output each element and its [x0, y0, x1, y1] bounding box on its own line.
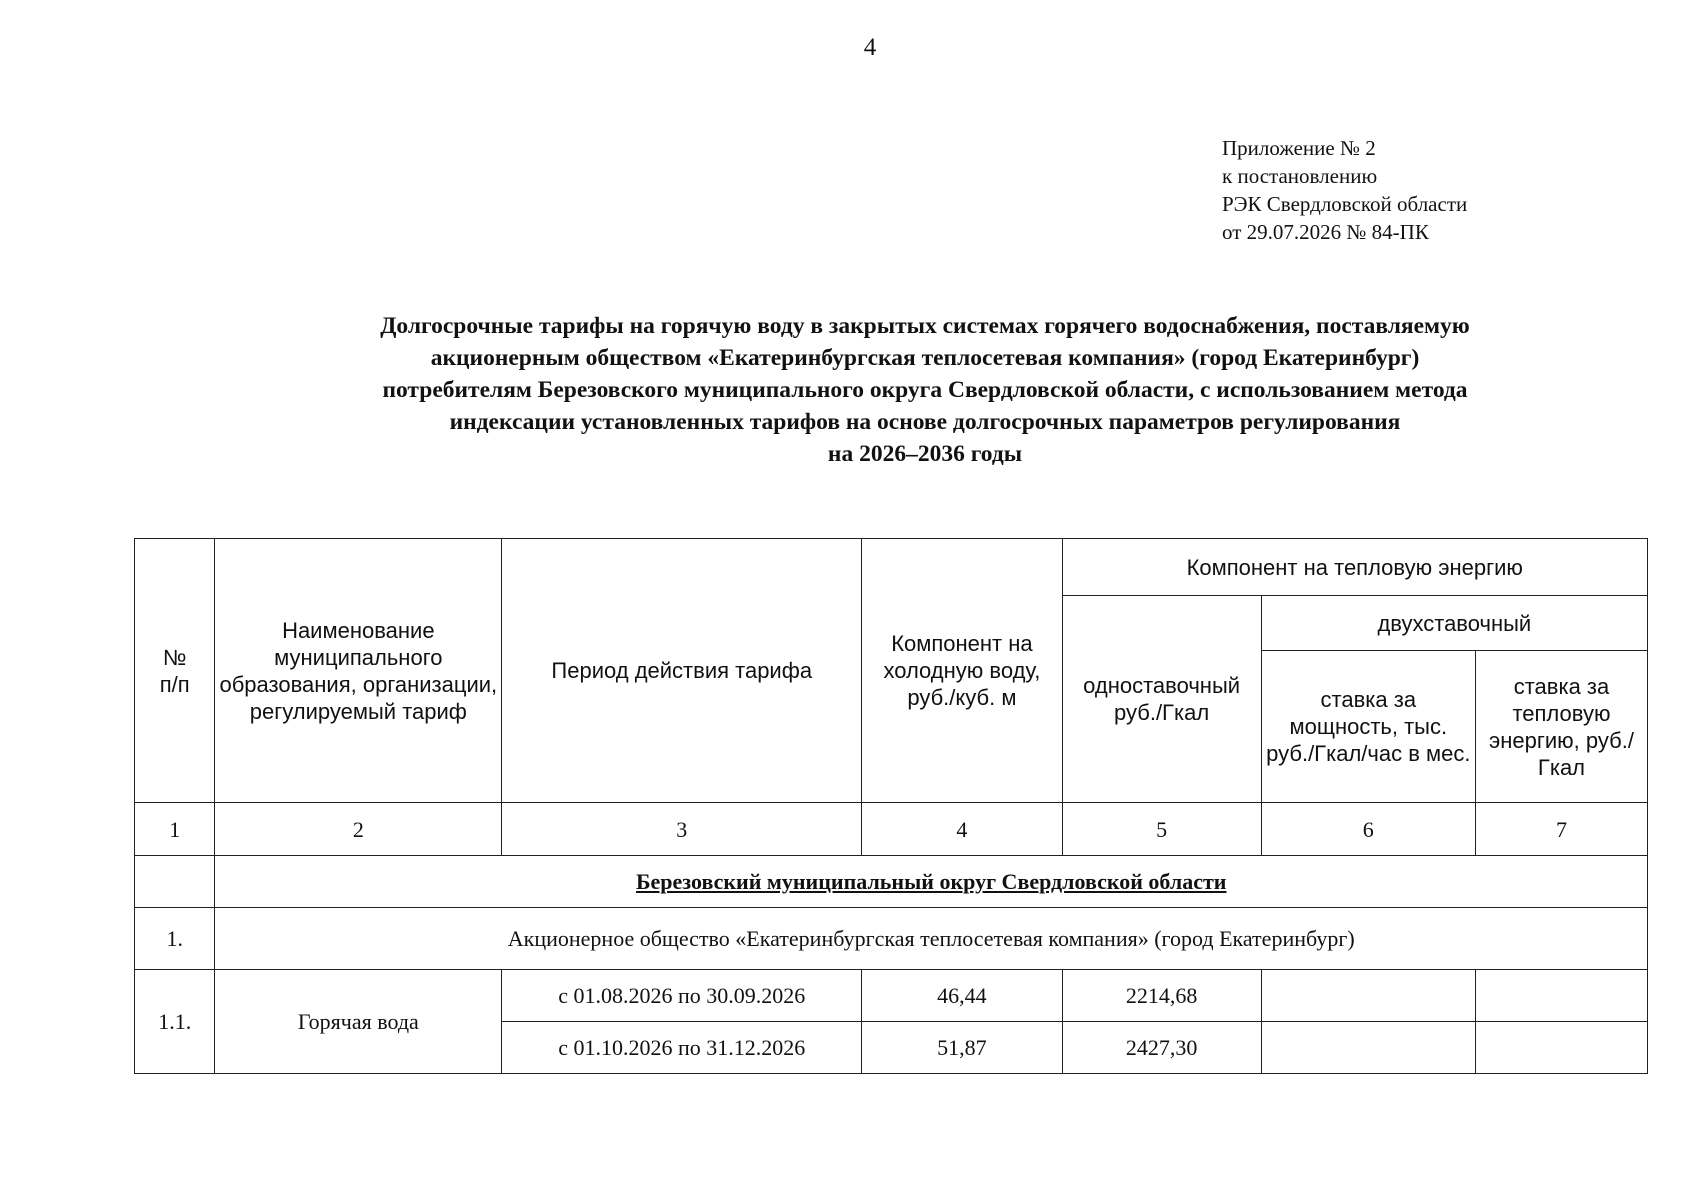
district-row [135, 856, 1648, 908]
column-number: 3 [502, 803, 862, 856]
cold-water-cell: 51,87 [862, 1022, 1062, 1074]
appendix-line: РЭК Свердловской области [1222, 192, 1468, 216]
organization-row [135, 908, 1648, 970]
column-number: 6 [1261, 803, 1475, 856]
header-heat-component: Компонент на тепловую энергию [1062, 539, 1648, 596]
page-number: 4 [863, 34, 877, 61]
column-number: 4 [862, 803, 1062, 856]
header-no: № п/п [135, 539, 215, 803]
column-number: 1 [135, 803, 215, 856]
appendix-line: Приложение № 2 [1222, 136, 1376, 160]
appendix-line: от 29.07.2026 № 84-ПК [1222, 220, 1429, 244]
table-row [135, 970, 1648, 1022]
title-line: индексации установленных тарифов на основе долгосрочных параметров регулирования [449, 409, 1401, 435]
header-period: Период действия тарифа [502, 539, 862, 803]
header-single-rate: одноставочный руб./Гкал [1062, 596, 1261, 803]
single-rate-cell: 2214,68 [1062, 970, 1261, 1022]
item-no: 1.1. [135, 970, 215, 1074]
title-line: Долгосрочные тарифы на горячую воду в закрытых системах горячего водоснабжения, поставляемую [380, 313, 1470, 339]
header-cold-water: Компонент на холодную воду, руб./куб. м [862, 539, 1062, 803]
header-capacity-rate: ставка за мощность, тыс. руб./Гкал/час в мес. [1261, 651, 1475, 803]
organization-name: Акционерное общество «Екатеринбургская теплосетевая компания» (город Екатеринбург) [215, 908, 1648, 970]
header-energy-rate: ставка за тепловую энергию, руб./Гкал [1475, 651, 1647, 803]
header-name: Наименование муниципального образования, организации, регулируемый тариф [215, 539, 502, 803]
organization-no: 1. [135, 908, 215, 970]
energy-rate-cell [1475, 1022, 1647, 1074]
header-two-rate: двухставочный [1261, 596, 1647, 651]
period-cell: с 01.08.2026 по 30.09.2026 [502, 970, 862, 1022]
energy-rate-cell [1475, 970, 1647, 1022]
appendix-line: к постановлению [1222, 164, 1378, 188]
district-cell [215, 856, 1648, 908]
column-number: 2 [215, 803, 502, 856]
item-name: Горячая вода [215, 970, 502, 1074]
period-cell: с 01.10.2026 по 31.12.2026 [502, 1022, 862, 1074]
document-title [200, 310, 1650, 470]
single-rate-cell: 2427,30 [1062, 1022, 1261, 1074]
column-number-row [135, 803, 1648, 856]
appendix-block [1222, 134, 1467, 246]
capacity-rate-cell [1261, 970, 1475, 1022]
column-number: 7 [1475, 803, 1647, 856]
empty-cell [135, 856, 215, 908]
title-line: на 2026–2036 годы [827, 441, 1023, 467]
tariff-table [134, 538, 1648, 1074]
header-row [135, 539, 1648, 596]
capacity-rate-cell [1261, 1022, 1475, 1074]
title-line: потребителям Березовского муниципального округа Свердловской области, с использованием метода [382, 377, 1468, 403]
column-number: 5 [1062, 803, 1261, 856]
district-name: Березовский муниципальный округ Свердловской области [635, 869, 1227, 894]
title-line: акционерным обществом «Екатеринбургская теплосетевая компания» (город Екатеринбург) [430, 345, 1420, 371]
cold-water-cell: 46,44 [862, 970, 1062, 1022]
